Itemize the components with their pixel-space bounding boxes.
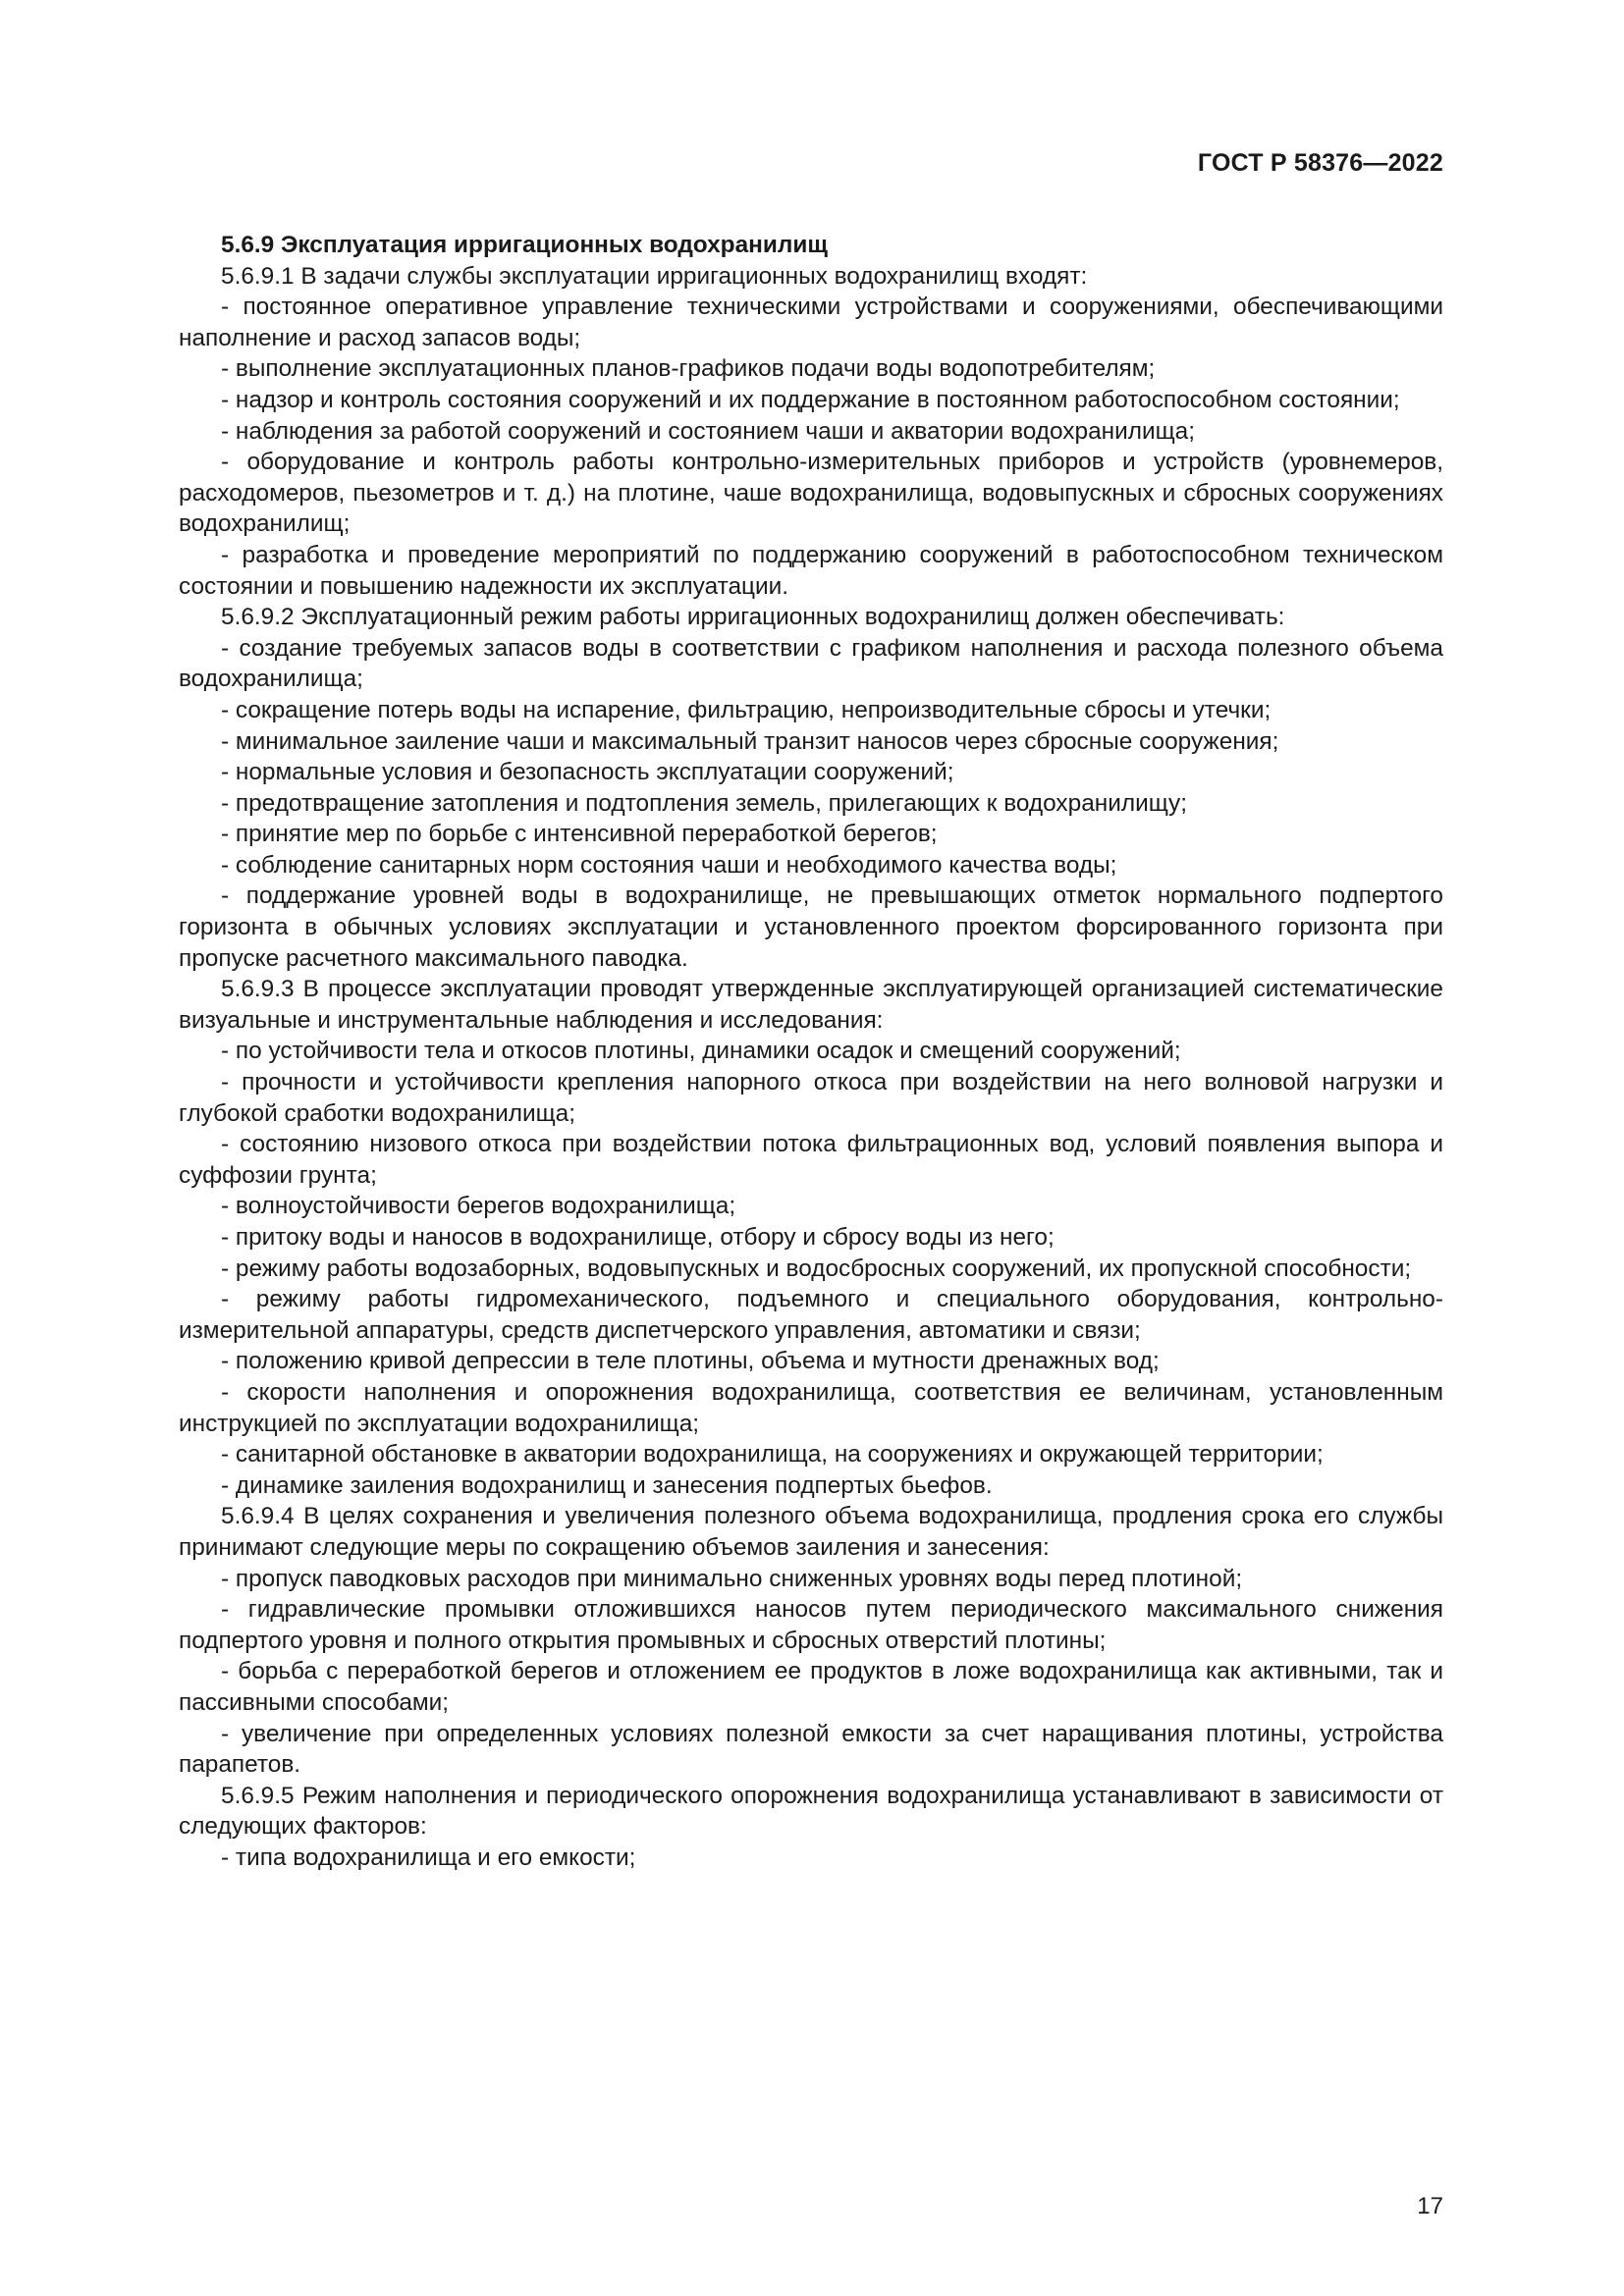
list-item: - режиму работы гидромеханического, подъемного и специального оборудования, контрольно-измерительной аппаратуры, средств диспетчерского управления, автоматики и связи; — [179, 1286, 1443, 1344]
list-item: - скорости наполнения и опорожнения водохранилища, соответствия ее величинам, установленным инструкцией по эксплуатации водохранилища; — [179, 1378, 1443, 1437]
list-item: - увеличение при определенных условиях полезной емкости за счет наращивания плотины, устройства парапетов. — [179, 1720, 1443, 1779]
list-item: - минимальное заиление чаши и максимальный транзит наносов через сбросные сооружения; — [221, 727, 1279, 755]
list-item: - прочности и устойчивости крепления напорного откоса при воздействии на него волновой нагрузки и глубокой сработки водохранилища; — [179, 1069, 1443, 1127]
list-item: - притоку воды и наносов в водохранилище, отбору и сбросу воды из него; — [221, 1224, 1055, 1251]
document-body — [179, 230, 1443, 1873]
list-item: - надзор и контроль состояния сооружений и их поддержание в постоянном работоспособном состоянии; — [221, 386, 1400, 413]
paragraph: 5.6.9.5 Режим наполнения и периодического опорожнения водохранилища устанавливают в зависимости от следующих факторов: — [179, 1782, 1443, 1841]
paragraph: 5.6.9.4 В целях сохранения и увеличения полезного объема водохранилища, продления срока его службы принимают следующие меры по сокращению объемов заиления и занесения: — [179, 1503, 1443, 1561]
list-item: - динамике заиления водохранилищ и занесения подпертых бьефов. — [221, 1471, 993, 1499]
list-item: - положению кривой депрессии в теле плотины, объема и мутности дренажных вод; — [221, 1348, 1160, 1375]
list-item: - состоянию низового откоса при воздействии потока фильтрационных вод, условий появления выпора и суффозии грунта; — [179, 1131, 1443, 1189]
list-item: - гидравлические промывки отложившихся наносов путем периодического максимального снижения подпертого уровня и полного открытия промывных и сбросных отверстий плотины; — [179, 1596, 1443, 1654]
page-number: 17 — [1417, 2193, 1443, 2219]
list-item: - наблюдения за работой сооружений и состоянием чаши и акватории водохранилища; — [221, 417, 1195, 445]
list-item: - выполнение эксплуатационных планов-графиков подачи воды водопотребителям; — [221, 355, 1156, 383]
list-item: - режиму работы водозаборных, водовыпускных и водосбросных сооружений, их пропускной способности; — [221, 1255, 1412, 1282]
list-item: - принятие мер по борьбе с интенсивной переработкой берегов; — [221, 821, 938, 848]
list-item: - создание требуемых запасов воды в соответствии с графиком наполнения и расхода полезного объема водохранилища; — [179, 634, 1443, 693]
list-item: - типа водохранилища и его емкости; — [221, 1843, 636, 1871]
list-item: - предотвращение затопления и подтопления земель, прилегающих к водохранилищу; — [221, 789, 1188, 817]
list-item: - разработка и проведение мероприятий по поддержанию сооружений в работоспособном техническом состоянии и повышению надежности их эксплуатации. — [179, 541, 1443, 600]
list-item: - по устойчивости тела и откосов плотины, динамики осадок и смещений сооружений; — [221, 1038, 1181, 1065]
list-item: - оборудование и контроль работы контрольно-измерительных приборов и устройств (уровнемеров, расходомеров, пьезометров и т. д.) на плотине, чаше водохранилища, водовыпускных и сбросных сооружениях водохранилищ; — [179, 449, 1443, 538]
standard-header: ГОСТ Р 58376—2022 — [1197, 149, 1443, 177]
list-item: - соблюдение санитарных норм состояния чаши и необходимого качества воды; — [221, 851, 1117, 879]
paragraph: 5.6.9.1 В задачи службы эксплуатации ирригационных водохранилищ входят: — [221, 262, 1088, 290]
section-heading: 5.6.9 Эксплуатация ирригационных водохранилищ — [221, 232, 828, 258]
list-item: - борьба с переработкой берегов и отложением ее продуктов в ложе водохранилища как активными, так и пассивными способами; — [179, 1658, 1443, 1716]
list-item: - постоянное оперативное управление техническими устройствами и сооружениями, обеспечивающими наполнение и расход запасов воды; — [179, 294, 1443, 351]
list-item: - санитарной обстановке в акватории водохранилища, на сооружениях и окружающей территории; — [221, 1441, 1324, 1468]
list-item: - нормальные условия и безопасность эксплуатации сооружений; — [221, 759, 954, 786]
list-item: - волноустойчивости берегов водохранилища; — [221, 1193, 736, 1220]
list-item: - пропуск паводковых расходов при минимально сниженных уровнях воды перед плотиной; — [221, 1565, 1243, 1592]
paragraph: 5.6.9.2 Эксплуатационный режим работы ирригационных водохранилищ должен обеспечивать: — [221, 604, 1285, 631]
list-item: - поддержание уровней воды в водохранилище, не превышающих отметок нормального подпертого горизонта в обычных условиях эксплуатации и установленного проектом форсированного горизонта при пропуске расчетного максимального паводка. — [179, 882, 1443, 972]
list-item: - сокращение потерь воды на испарение, фильтрацию, непроизводительные сбросы и утечки; — [221, 696, 1272, 723]
paragraph: 5.6.9.3 В процессе эксплуатации проводят утвержденные эксплуатирующей организацией систематические визуальные и инструментальные наблюдения и исследования: — [179, 976, 1443, 1034]
